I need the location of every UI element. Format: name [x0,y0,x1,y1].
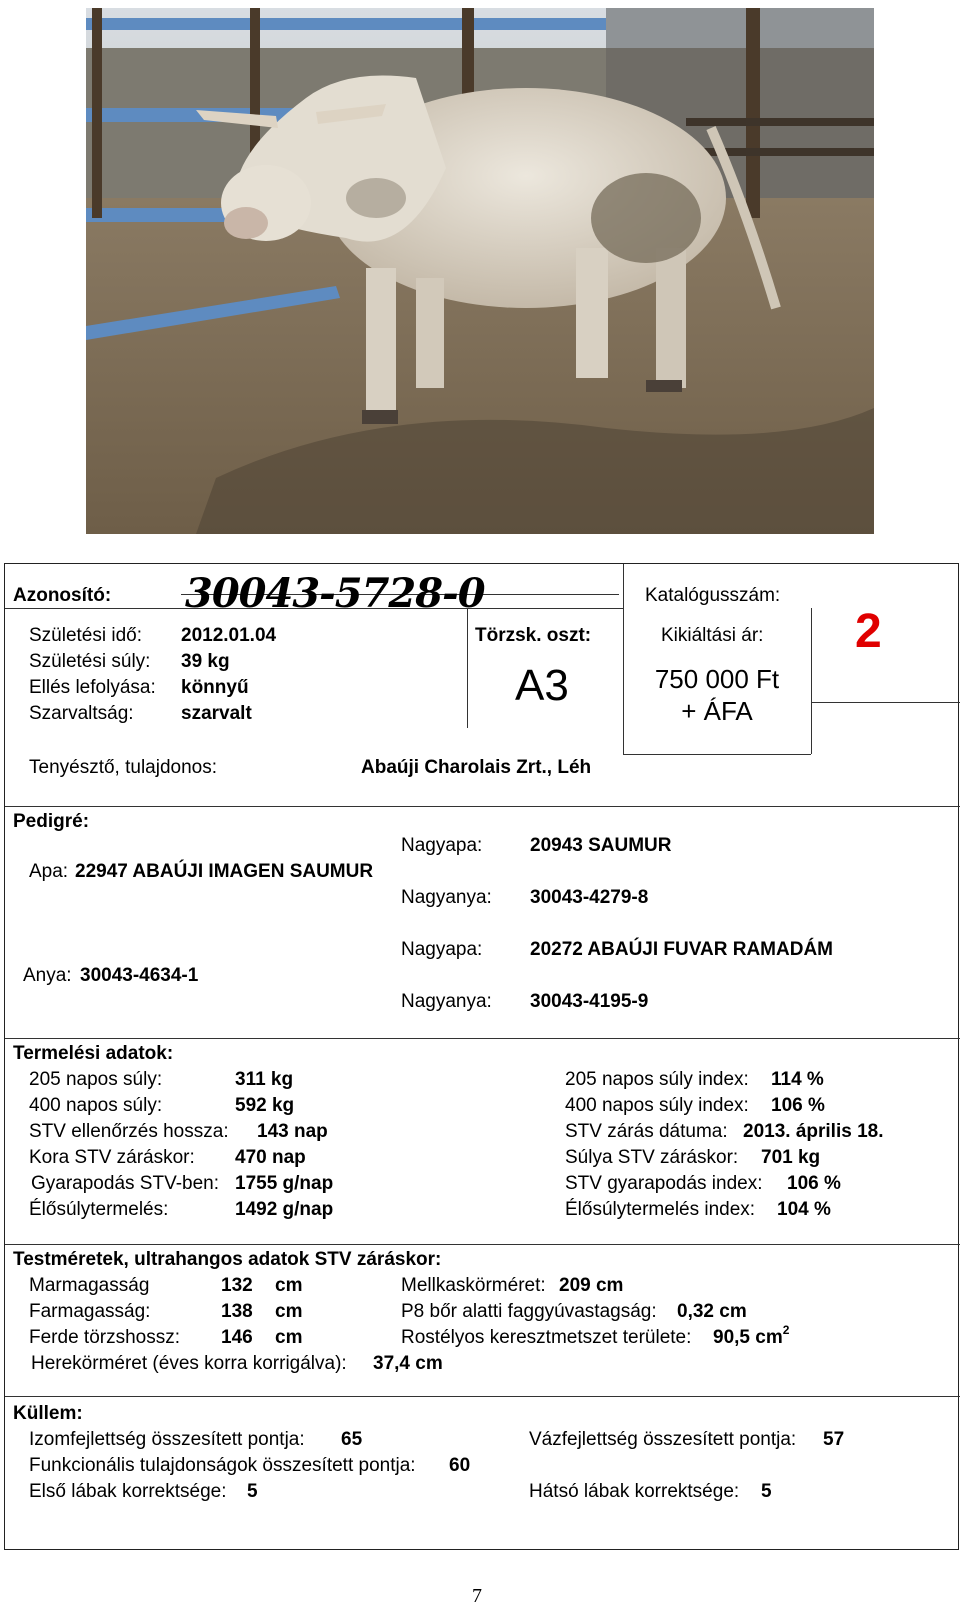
production-value: 1755 g/nap [235,1173,334,1194]
bull-data-sheet [4,563,959,1550]
azonosito-value: 30043-5728-0 [185,570,485,617]
production-index-label: Élősúlytermelés index: [565,1199,756,1220]
production-label: 205 napos súly: [29,1069,163,1090]
price-line-2: + ÁFA [681,696,753,726]
torzsk-label: Törzsk. oszt: [475,625,592,646]
basic-label: Születési idő: [29,625,143,646]
production-index-value: 106 % [787,1173,841,1194]
kikialtasi-label: Kikiáltási ár: [661,625,764,646]
production-label: 400 napos súly: [29,1095,163,1116]
measure-right-value-sup: 2 [782,1323,790,1337]
vaz-label: Vázfejlettség összesített pontja: [529,1429,797,1450]
grand-value: 20272 ABAÚJI FUVAR RAMADÁM [530,939,833,960]
production-index-value: 114 % [771,1069,824,1090]
measure-label: Marmagasság [29,1275,150,1296]
vaz-value: 57 [823,1429,845,1450]
measure-right-value-number: 90,5 cm [713,1327,783,1348]
apa-label: Apa: [29,861,69,882]
basic-value: szarvalt [181,703,252,724]
page-number: 7 [472,1585,482,1607]
katalogus-label: Katalógusszám: [645,585,781,606]
production-value: 311 kg [235,1069,294,1090]
production-label: Kora STV záráskor: [29,1147,195,1168]
production-value: 470 nap [235,1147,306,1168]
grand-label: Nagyanya: [401,887,492,908]
production-label: Gyarapodás STV-ben: [31,1173,219,1194]
basic-label: Szarvaltság: [29,703,134,724]
measure-value: 138 [221,1301,253,1322]
production-index-value: 104 % [777,1199,831,1220]
measure-right-label: P8 bőr alatti faggyúvastagság: [401,1301,657,1322]
basic-value: 2012.01.04 [181,625,277,646]
izom-label: Izomfejlettség összesített pontja: [29,1429,305,1450]
measure-right-value: 0,32 cm [677,1301,747,1322]
measure-unit: cm [275,1327,303,1348]
production-index-value: 701 kg [761,1147,821,1168]
apa-value: 22947 ABAÚJI IMAGEN SAUMUR [75,861,374,882]
production-label: Élősúlytermelés: [29,1199,169,1220]
hatso-label: Hátsó lábak korrektsége: [529,1481,740,1502]
pedigree-title: Pedigré: [13,811,90,832]
bull-photo [86,8,874,534]
production-index-label: STV gyarapodás index: [565,1173,763,1194]
katalogus-number: 2 [855,605,882,658]
production-value: 1492 g/nap [235,1199,334,1220]
izom-value: 65 [341,1429,363,1450]
measure-right-label: Mellkaskörméret: [401,1275,546,1296]
production-index-label: 400 napos súly index: [565,1095,749,1116]
basic-label: Ellés lefolyása: [29,677,156,698]
production-index-label: Súlya STV záráskor: [565,1147,739,1168]
measure-right-label: Rostélyos keresztmetszet területe: [401,1327,692,1348]
production-index-value: 106 % [771,1095,825,1116]
price-line-1: 750 000 Ft [654,664,780,694]
elso-value: 5 [247,1481,258,1502]
measure-unit: cm [275,1301,303,1322]
here-label: Herekörméret (éves korra korrigálva): [31,1353,347,1374]
basic-value: 39 kg [181,651,230,672]
measure-right-value [713,1323,790,1348]
basic-value: könnyű [181,677,249,698]
production-label: STV ellenőrzés hossza: [29,1121,229,1142]
owner-value: Abaúji Charolais Zrt., Léh [361,757,592,778]
hatso-value: 5 [761,1481,772,1502]
measure-label: Ferde törzshossz: [29,1327,180,1348]
measure-unit: cm [275,1275,303,1296]
production-index-label: STV zárás dátuma: [565,1121,728,1142]
grand-value: 20943 SAUMUR [530,835,672,856]
elso-label: Első lábak korrektsége: [29,1481,227,1502]
measure-right-value: 209 cm [559,1275,624,1296]
production-index-label: 205 napos súly index: [565,1069,749,1090]
anya-label: Anya: [23,965,72,986]
bull-photo-illustration [86,8,874,534]
measure-value: 132 [221,1275,253,1296]
torzsk-value: A3 [515,661,569,710]
production-index-value: 2013. április 18. [743,1121,884,1142]
here-value: 37,4 cm [373,1353,443,1374]
azonosito-label: Azonosító: [13,585,112,606]
production-value: 592 kg [235,1095,295,1116]
measure-label: Farmagasság: [29,1301,151,1322]
measure-value: 146 [221,1327,253,1348]
grand-value: 30043-4195-9 [530,991,649,1012]
funk-value: 60 [449,1455,471,1476]
basic-label: Születési súly: [29,651,151,672]
body-measures-title: Testméretek, ultrahangos adatok STV záráskor: [13,1249,442,1270]
kullem-title: Küllem: [13,1403,83,1424]
grand-label: Nagyapa: [401,939,483,960]
owner-label: Tenyésztő, tulajdonos: [29,757,218,778]
production-title: Termelési adatok: [13,1043,174,1064]
funk-label: Funkcionális tulajdonságok összesített pontja: [29,1455,416,1476]
grand-label: Nagyanya: [401,991,492,1012]
grand-value: 30043-4279-8 [530,887,649,908]
grand-label: Nagyapa: [401,835,483,856]
anya-value: 30043-4634-1 [80,965,199,986]
production-value: 143 nap [257,1121,328,1142]
